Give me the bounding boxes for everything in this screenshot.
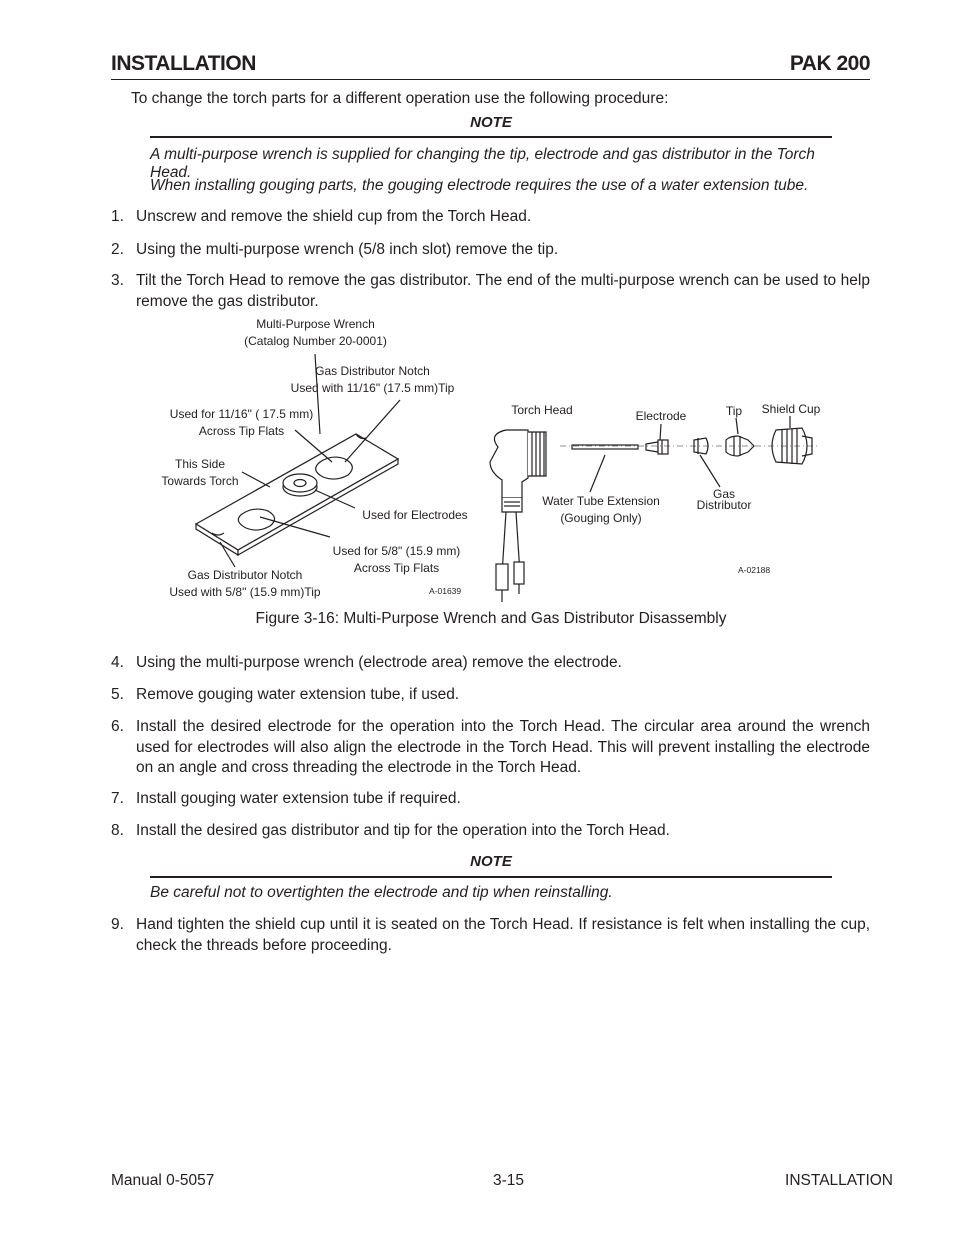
- label-tip: Tip: [725, 404, 743, 418]
- label-electrodes: Used for Electrodes: [362, 508, 468, 522]
- page-header-product: PAK 200: [789, 52, 870, 75]
- figure-drawing: [150, 312, 830, 607]
- label-torch-head: Torch Head: [511, 403, 573, 417]
- label-line: (Gouging Only): [560, 511, 642, 525]
- figure-caption: Figure 3-16: Multi-Purpose Wrench and Gas Distributor Disassembly: [255, 610, 727, 627]
- label-this-side: [150, 456, 250, 490]
- label-line: Water Tube Extension: [542, 494, 660, 508]
- label-electrode: Electrode: [635, 409, 687, 423]
- note-title: NOTE: [470, 114, 512, 131]
- label-line: Used with 5/8" (15.9 mm)Tip: [169, 585, 321, 599]
- footer-page-number: 3-15: [493, 1172, 525, 1189]
- electrode-part: [646, 442, 658, 452]
- note-title: NOTE: [470, 853, 512, 870]
- footer-manual: Manual 0-5057: [111, 1172, 215, 1189]
- figure-3-16: [150, 312, 830, 607]
- step-number: 1.: [111, 208, 124, 225]
- label-notch-1116: [270, 363, 475, 397]
- label-line: Across Tip Flats: [198, 424, 285, 438]
- note-text: When installing gouging parts, the gouging electrode requires the use of a water extension tube.: [150, 177, 809, 194]
- intro-text: To change the torch parts for a different operation use the following procedure:: [131, 90, 669, 107]
- step-text: Install the desired gas distributor and tip for the operation into the Torch Head.: [136, 822, 670, 839]
- label-line: Gas Distributor Notch: [187, 568, 303, 582]
- header-rule: [111, 79, 870, 80]
- step-text: Tilt the Torch Head to remove the gas distributor. The end of the multi-purpose wrench can be used to help remove the gas distributor.: [136, 272, 870, 310]
- label-shield-cup: Shield Cup: [761, 402, 821, 416]
- step-number: 3.: [111, 272, 124, 289]
- label-gas-distributor: [692, 489, 756, 511]
- note-text: Be careful not to overtighten the electrode and tip when reinstalling.: [150, 884, 613, 901]
- torch-head-body: [490, 430, 528, 498]
- label-flats-1116: [154, 406, 329, 440]
- label-wrench: [213, 316, 418, 350]
- label-line: This Side: [174, 457, 226, 471]
- label-line: Used for 11/16" ( 17.5 mm): [169, 407, 314, 421]
- label-flats-58: [320, 543, 473, 577]
- figure-code-wrench: A-01639: [429, 586, 462, 596]
- label-notch-58: [155, 567, 335, 601]
- label-line: Distributor: [696, 498, 752, 512]
- water-tube: [572, 445, 638, 449]
- label-line: Towards Torch: [161, 474, 239, 488]
- footer-section: INSTALLATION: [785, 1172, 893, 1189]
- label-line: Across Tip Flats: [353, 561, 440, 575]
- note-text: A multi-purpose wrench is supplied for changing the tip, electrode and gas distributor in the Torch Head.: [150, 146, 815, 181]
- step-number: 6.: [111, 718, 124, 735]
- step-text: Hand tighten the shield cup until it is seated on the Torch Head. If resistance is felt when installing the cup, check the threads before proceeding.: [136, 916, 870, 954]
- page-header-section: INSTALLATION: [111, 52, 256, 75]
- note-rule: [150, 136, 832, 138]
- label-line: Used for 5/8" (15.9 mm): [332, 544, 461, 558]
- step-text: Install the desired electrode for the operation into the Torch Head. The circular area around the wrench used for electrodes will also align the electrode in the Torch Head. This will prevent installing the electrode on an angle and cross threading the electrode in the Torch Head.: [136, 718, 870, 776]
- label-line: Multi-Purpose Wrench: [256, 317, 375, 331]
- step-text: Using the multi-purpose wrench (5/8 inch slot) remove the tip.: [136, 241, 559, 258]
- step-number: 2.: [111, 241, 124, 258]
- step-number: 8.: [111, 822, 124, 839]
- label-line: Gas: [712, 487, 735, 501]
- step-number: 5.: [111, 686, 124, 703]
- step-text: Install gouging water extension tube if required.: [136, 790, 461, 807]
- step-number: 4.: [111, 654, 124, 671]
- step-text: Remove gouging water extension tube, if used.: [136, 686, 460, 703]
- label-line: Used with 11/16" (17.5 mm)Tip: [290, 381, 455, 395]
- figure-code-torch: A-02188: [738, 565, 771, 575]
- step-text: Unscrew and remove the shield cup from the Torch Head.: [136, 208, 532, 225]
- step-number: 7.: [111, 790, 124, 807]
- label-line: Gas Distributor Notch: [315, 364, 430, 378]
- label-water-tube: [537, 493, 665, 527]
- label-line: (Catalog Number 20-0001): [244, 334, 387, 348]
- note-rule: [150, 876, 832, 878]
- step-number: 9.: [111, 916, 124, 933]
- step-text: Using the multi-purpose wrench (electrode area) remove the electrode.: [136, 654, 622, 671]
